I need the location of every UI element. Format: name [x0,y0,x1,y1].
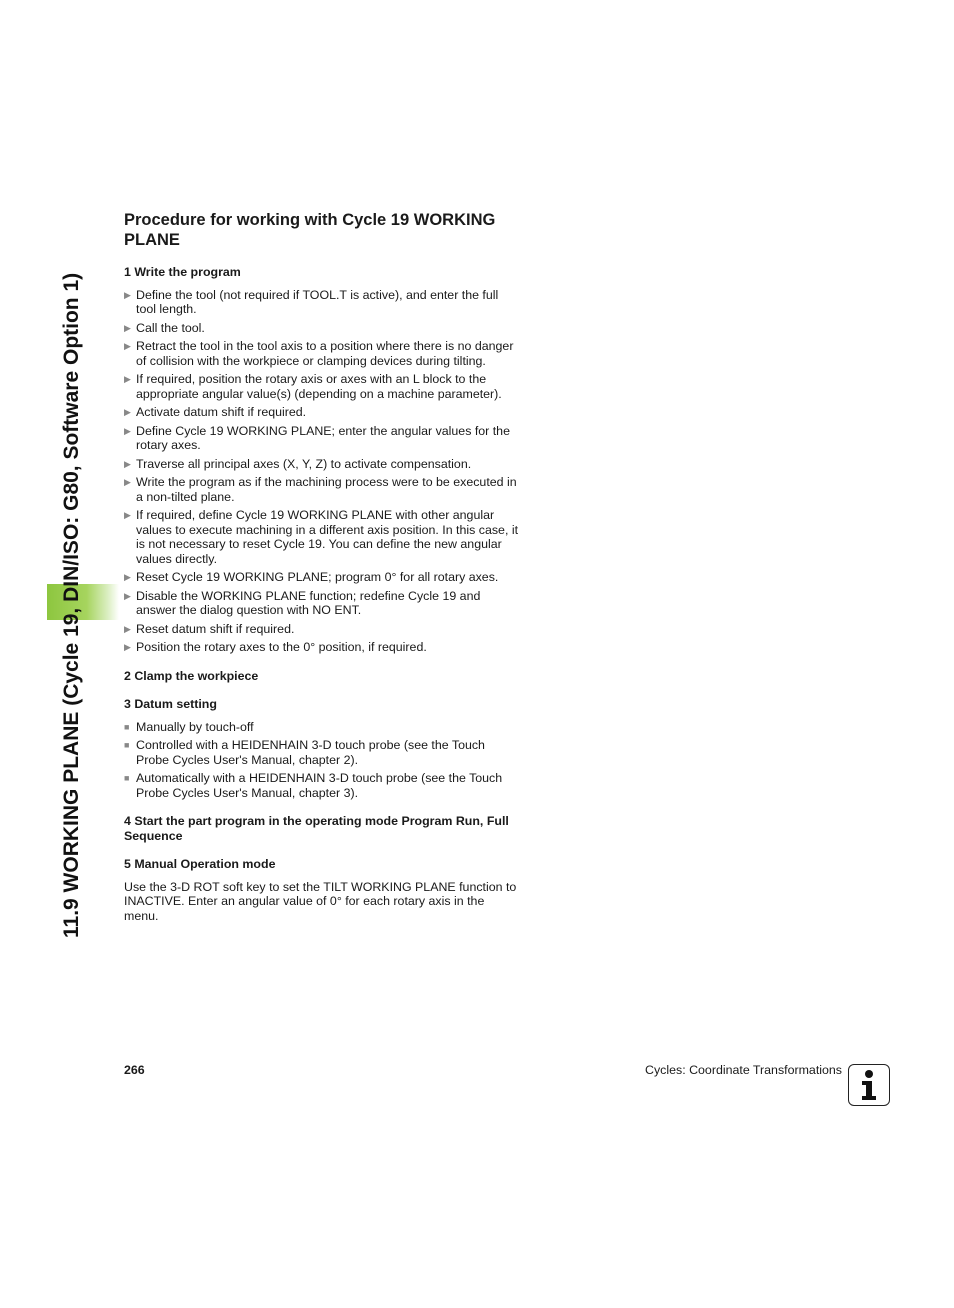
list-item-text: Traverse all principal axes (X, Y, Z) to activate compensation. [136,456,472,471]
step-4-title: 4 Start the part program in the operating mode Program Run, Full Sequence [124,814,509,843]
info-glyph-icon [856,1069,882,1101]
step-3-list [124,720,520,801]
list-item [124,570,520,585]
step-5-body: Use the 3-D ROT soft key to set the TILT WORKING PLANE function to INACTIVE. Enter an angular value of 0° for each rotary axis in the menu. [124,879,517,923]
triangle-bullet-icon: ▶ [124,642,131,652]
page-number: 266 [124,1063,145,1077]
list-item-text: Define the tool (not required if TOOL.T is active), and enter the full tool length. [136,287,499,316]
triangle-bullet-icon: ▶ [124,458,131,469]
list-item [124,640,520,655]
triangle-bullet-icon: ▶ [124,289,131,300]
list-item-text: Define Cycle 19 WORKING PLANE; enter the angular values for the rotary axes. [136,423,510,452]
step-1-title: 1 Write the program [124,265,241,279]
triangle-bullet-icon: ▶ [124,510,131,520]
list-item [124,424,520,453]
list-item-text: Write the program as if the machining process were to be executed in a non-tilted plane. [136,475,517,504]
list-item-text: Position the rotary axes to the 0° position, if required. [136,640,427,654]
list-item-text: Reset datum shift if required. [136,621,295,636]
triangle-bullet-icon: ▶ [124,341,131,351]
step-5-title: 5 Manual Operation mode [124,857,276,871]
square-bullet-icon: ■ [124,740,130,750]
list-item-text: Controlled with a HEIDENHAIN 3-D touch probe (see the Touch Probe Cycles User's Manual, chapter 2). [136,738,485,767]
triangle-bullet-icon: ▶ [124,407,131,417]
triangle-bullet-icon: ▶ [124,425,131,436]
list-item [124,372,520,401]
list-item [124,771,520,800]
triangle-bullet-icon: ▶ [124,572,131,582]
list-item-text: Call the tool. [136,320,205,335]
list-item [124,508,520,566]
triangle-bullet-icon: ▶ [124,477,131,487]
list-item-text: Reset Cycle 19 WORKING PLANE; program 0° for all rotary axes. [136,570,499,584]
list-item-text: If required, position the rotary axis or axes with an L block to the appropriate angular value(s) (depending on a machine parameter). [136,372,502,401]
list-item [124,589,520,618]
step-2-title: 2 Clamp the workpiece [124,668,259,683]
step-3-title: 3 Datum setting [124,697,217,711]
section-heading: Procedure for working with Cycle 19 WORKING PLANE [124,211,496,249]
list-item-text: Activate datum shift if required. [136,405,307,419]
list-item [124,405,520,420]
triangle-bullet-icon: ▶ [124,623,131,634]
list-item-text: Disable the WORKING PLANE function; redefine Cycle 19 and answer the dialog question with NO ENT. [136,588,481,617]
triangle-bullet-icon: ▶ [124,374,131,384]
list-item [124,720,520,735]
list-item-text: Automatically with a HEIDENHAIN 3-D touch probe (see the Touch Probe Cycles User's Manual, chapter 3). [136,771,503,800]
info-icon [848,1064,890,1106]
list-item [124,738,520,767]
footer-chapter-name: Cycles: Coordinate Transformations [645,1063,842,1077]
triangle-bullet-icon: ▶ [124,322,131,333]
main-content [124,211,520,923]
list-item-text: Retract the tool in the tool axis to a position where there is no danger of collision with the workpiece or clamping devices during tilting. [136,339,514,368]
list-item [124,321,520,336]
list-item [124,288,520,317]
list-item [124,457,520,472]
list-item [124,339,520,368]
list-item-text: Manually by touch-off [136,719,254,734]
list-item [124,622,520,637]
list-item [124,475,520,504]
square-bullet-icon: ■ [124,773,130,783]
chapter-title: 11.9 WORKING PLANE (Cycle 19, DIN/ISO: G80, Software Option 1) [60,272,83,938]
list-item-text: If required, define Cycle 19 WORKING PLANE with other angular values to execute machining in a different axis position. In this case, it is not necessary to reset Cycle 19. You can define the new angular values directly. [136,508,519,566]
square-bullet-icon: ■ [124,721,130,732]
step-1-list [124,288,520,655]
triangle-bullet-icon: ▶ [124,590,131,601]
